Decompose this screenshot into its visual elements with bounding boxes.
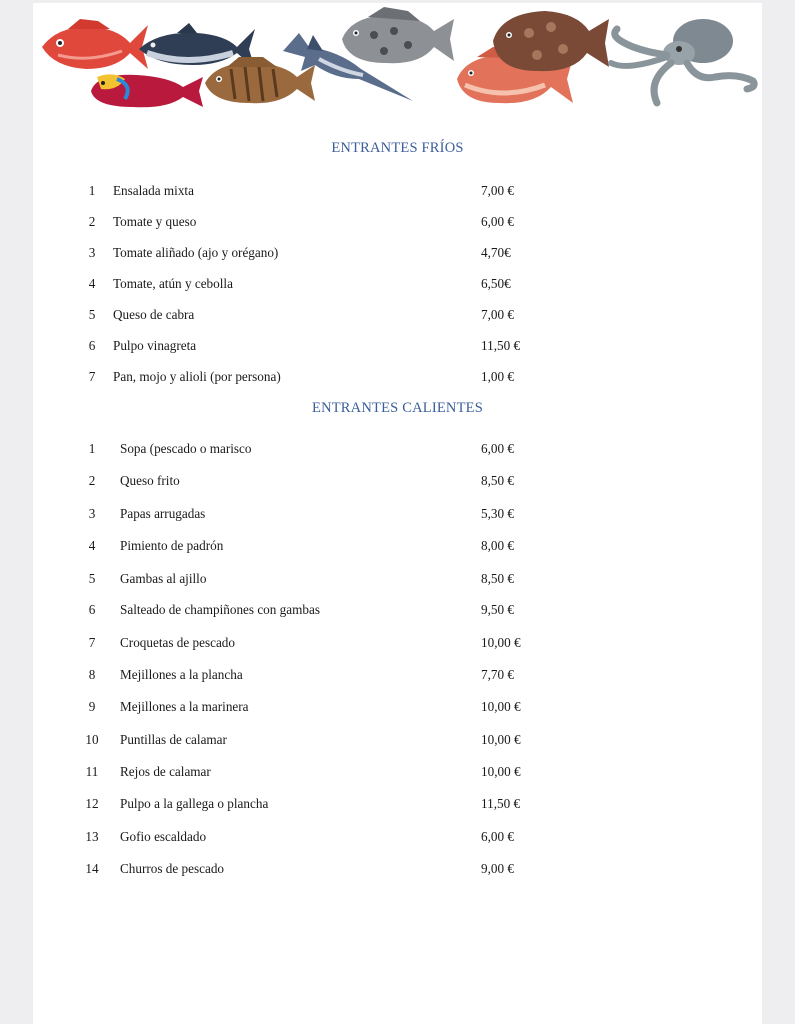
list-item	[33, 441, 762, 459]
list-item	[33, 796, 762, 814]
item-name: Croquetas de pescado	[120, 635, 235, 650]
item-name: Queso frito	[120, 473, 180, 488]
item-number: 6	[88, 602, 96, 617]
list-item	[33, 338, 762, 356]
item-number: 5	[88, 571, 96, 586]
item-price: 9,50 €	[481, 602, 514, 617]
item-name: Queso de cabra	[113, 307, 195, 322]
list-item	[33, 307, 762, 325]
list-item	[33, 571, 762, 589]
item-number: 5	[88, 307, 96, 322]
list-item	[33, 214, 762, 232]
item-price: 10,00 €	[481, 635, 521, 650]
item-price: 10,00 €	[481, 699, 521, 714]
item-number: 3	[88, 245, 96, 260]
item-name: Pulpo vinagreta	[113, 338, 197, 353]
item-price: 11,50 €	[481, 796, 521, 811]
item-name: Ensalada mixta	[113, 183, 194, 198]
section-title-cold: ENTRANTES FRÍOS	[331, 140, 464, 156]
item-price: 8,50 €	[481, 571, 514, 586]
item-number: 10	[85, 732, 99, 747]
list-item	[33, 245, 762, 263]
item-price: 6,50€	[481, 276, 511, 291]
item-price: 1,00 €	[481, 369, 514, 384]
list-item	[33, 506, 762, 524]
item-name: Pimiento de padrón	[120, 538, 224, 553]
item-name: Tomate aliñado (ajo y orégano)	[113, 245, 279, 260]
item-price: 11,50 €	[481, 338, 521, 353]
list-item	[33, 635, 762, 653]
item-name: Pan, mojo y alioli (por persona)	[113, 369, 281, 384]
item-number: 4	[88, 538, 96, 553]
item-number: 8	[88, 667, 96, 682]
item-number: 1	[88, 183, 96, 198]
item-number: 9	[88, 699, 96, 714]
item-number: 2	[88, 214, 96, 229]
item-number: 2	[88, 473, 96, 488]
menu-page	[33, 3, 762, 1024]
item-price: 5,30 €	[481, 506, 514, 521]
item-price: 7,00 €	[481, 307, 514, 322]
octopus-icon	[607, 11, 759, 109]
list-item	[33, 473, 762, 491]
item-number: 11	[85, 764, 99, 779]
item-price: 6,00 €	[481, 441, 514, 456]
item-name: Churros de pescado	[120, 861, 225, 876]
item-price: 8,50 €	[481, 473, 514, 488]
list-item	[33, 276, 762, 294]
list-item	[33, 667, 762, 685]
dusky-grouper-icon	[489, 5, 611, 77]
item-name: Gambas al ajillo	[120, 571, 207, 586]
list-item	[33, 861, 762, 879]
item-price: 6,00 €	[481, 214, 514, 229]
item-price: 8,00 €	[481, 538, 514, 553]
fish-banner	[33, 3, 762, 113]
item-price: 7,70 €	[481, 667, 514, 682]
list-item	[33, 602, 762, 620]
item-number: 3	[88, 506, 96, 521]
item-name: Tomate, atún y cebolla	[113, 276, 233, 291]
item-name: Tomate y queso	[113, 214, 197, 229]
item-price: 10,00 €	[481, 764, 521, 779]
item-number: 7	[88, 635, 96, 650]
item-number: 12	[85, 796, 99, 811]
item-name: Puntillas de calamar	[120, 732, 227, 747]
item-price: 10,00 €	[481, 732, 521, 747]
parrotfish-icon	[87, 69, 207, 111]
list-item	[33, 183, 762, 201]
item-price: 6,00 €	[481, 829, 514, 844]
list-item	[33, 699, 762, 717]
item-number: 4	[88, 276, 96, 291]
item-name: Papas arrugadas	[120, 506, 206, 521]
section-title-hot: ENTRANTES CALIENTES	[312, 400, 483, 416]
list-item	[33, 732, 762, 750]
list-item	[33, 764, 762, 782]
item-name: Sopa (pescado o marisco	[120, 441, 252, 456]
item-price: 4,70€	[481, 245, 511, 260]
item-name: Mejillones a la plancha	[120, 667, 243, 682]
list-item	[33, 369, 762, 387]
list-item	[33, 538, 762, 556]
item-number: 1	[88, 441, 96, 456]
item-number: 6	[88, 338, 96, 353]
item-name: Pulpo a la gallega o plancha	[120, 796, 269, 811]
spotted-grouper-icon	[338, 7, 456, 71]
item-number: 14	[85, 861, 99, 876]
item-price: 7,00 €	[481, 183, 514, 198]
item-number: 7	[88, 369, 96, 384]
item-name: Salteado de champiñones con gambas	[120, 602, 320, 617]
item-name: Rejos de calamar	[120, 764, 211, 779]
item-name: Gofio escaldado	[120, 829, 207, 844]
list-item	[33, 829, 762, 847]
item-number: 13	[85, 829, 99, 844]
item-price: 9,00 €	[481, 861, 514, 876]
item-name: Mejillones a la marinera	[120, 699, 249, 714]
